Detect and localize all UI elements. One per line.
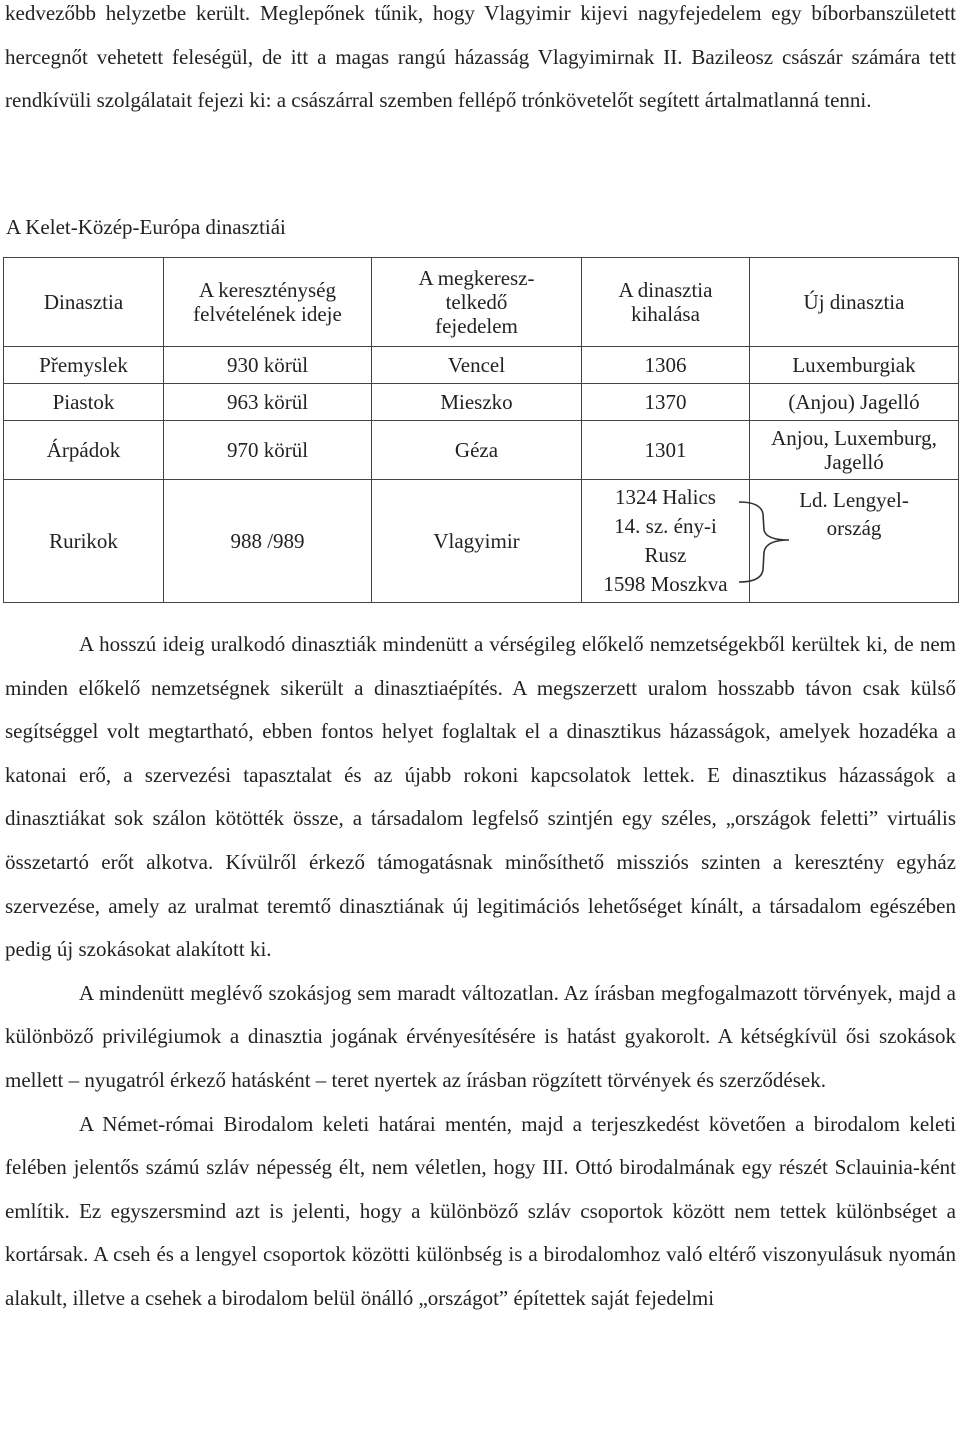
dynasty-table [3,257,959,603]
table-cell: 1324 Halics 14. sz. ény-i Rusz 1598 Moszkva [582,480,750,603]
header-christianization-time: A kereszténység felvételének ideje [164,258,372,347]
header-dynasty: Dinasztia [4,258,164,347]
table-cell: (Anjou) Jagelló [750,384,959,421]
table-header-row [4,258,959,347]
table-cell: Rurikok [4,480,164,603]
table-row [4,421,959,480]
table-cell: Přemyslek [4,347,164,384]
table-cell: Árpádok [4,421,164,480]
table-cell: 1370 [582,384,750,421]
table-caption: A Kelet-Közép-Európa dinasztiái [6,215,286,239]
body-text [0,623,960,1321]
body-paragraph: A Német-római Birodalom keleti határai mentén, majd a terjeszkedést követően a birodalom keleti felében jelentős számú szláv népesség élt, nem véletlen, hogy III. Ottó birodalmának egy részét Sclauinia-ként említik. Ez egyszersmind azt is jelenti, hogy a különböző szláv csoportok között nem tettek különbséget a kortársak. A cseh és a lengyel csoportok közötti különbség is a birodalomhoz való eltérő viszonyulásuk nyomán alakult, illetve a csehek a birodalom belül önálló „országot” építettek saját fejedelmi [5,1111,956,1310]
table-row [4,480,959,603]
table-cell: Ld. Lengyel- ország [750,480,959,603]
table-cell: Vencel [372,347,582,384]
header-new-dynasty: Új dinasztia [750,258,959,347]
table-cell: 988 /989 [164,480,372,603]
table-row [4,384,959,421]
table-cell: 930 körül [164,347,372,384]
table-cell: Anjou, Luxemburg, Jagelló [750,421,959,480]
table-cell: Mieszko [372,384,582,421]
table-cell: Géza [372,421,582,480]
body-paragraph: A hosszú ideig uralkodó dinasztiák mindenütt a vérségileg előkelő nemzetségekből kerültek ki, de nem minden előkelő nemzetségnek sikerült a dinasztiaépítés. A megszerzett uralom hosszabb távon csak külső segítséggel volt megtartható, ebben fontos helyet foglaltak el a dinasztikus házasságok, amelyek hozadéka a katonai erő, a szervezési tapasztalat és az újabb rokoni kapcsolatok lettek. E dinasztikus házasságok a dinasztiákat sok szálon kötötték össze, a társadalom legfelső szintjén egy széles, „országok feletti” virtuális összetartó erőt alkotva. Kívülről érkező támogatásnak minősíthető missziós szinten a keresztény egyház szervezése, amely az uralmat teremtő dinasztiának új legitimációs lehetőséget kínált, a társadalom egészében pedig új szokásokat alakított ki. [5,632,956,962]
table-cell: Vlagyimir [372,480,582,603]
table-cell: 1306 [582,347,750,384]
header-baptized-prince: A megkeresz- telkedő fejedelem [372,258,582,347]
intro-paragraph: kedvezőbb helyzetbe került. Meglepőnek tűnik, hogy Vlagyimir kijevi nagyfejedelem egy bíborbanszületett hercegnőt vehetett feleségül, de itt a magas rangú házasság Vlagyimirnak II. Bazileosz császár számára tett rendkívüli szolgálatait fejezi ki: a császárral szemben fellépő trónkövetelőt segített ártalmatlanná tenni. [5,1,956,113]
table-cell: 1301 [582,421,750,480]
table-cell: 970 körül [164,421,372,480]
header-extinction: A dinasztia kihalása [582,258,750,347]
table-row [4,347,959,384]
table-cell: Luxemburgiak [750,347,959,384]
table-cell: Piastok [4,384,164,421]
table-cell: 963 körül [164,384,372,421]
body-paragraph: A mindenütt meglévő szokásjog sem maradt változatlan. Az írásban megfogalmazott törvények, majd a különböző privilégiumok a dinasztia jogának érvényesítésére is hatást gyakorolt. A kétségkívül ősi szokások mellett – nyugatról érkező hatásként – teret nyertek az írásban rögzített törvények és szerződések. [5,980,956,1092]
